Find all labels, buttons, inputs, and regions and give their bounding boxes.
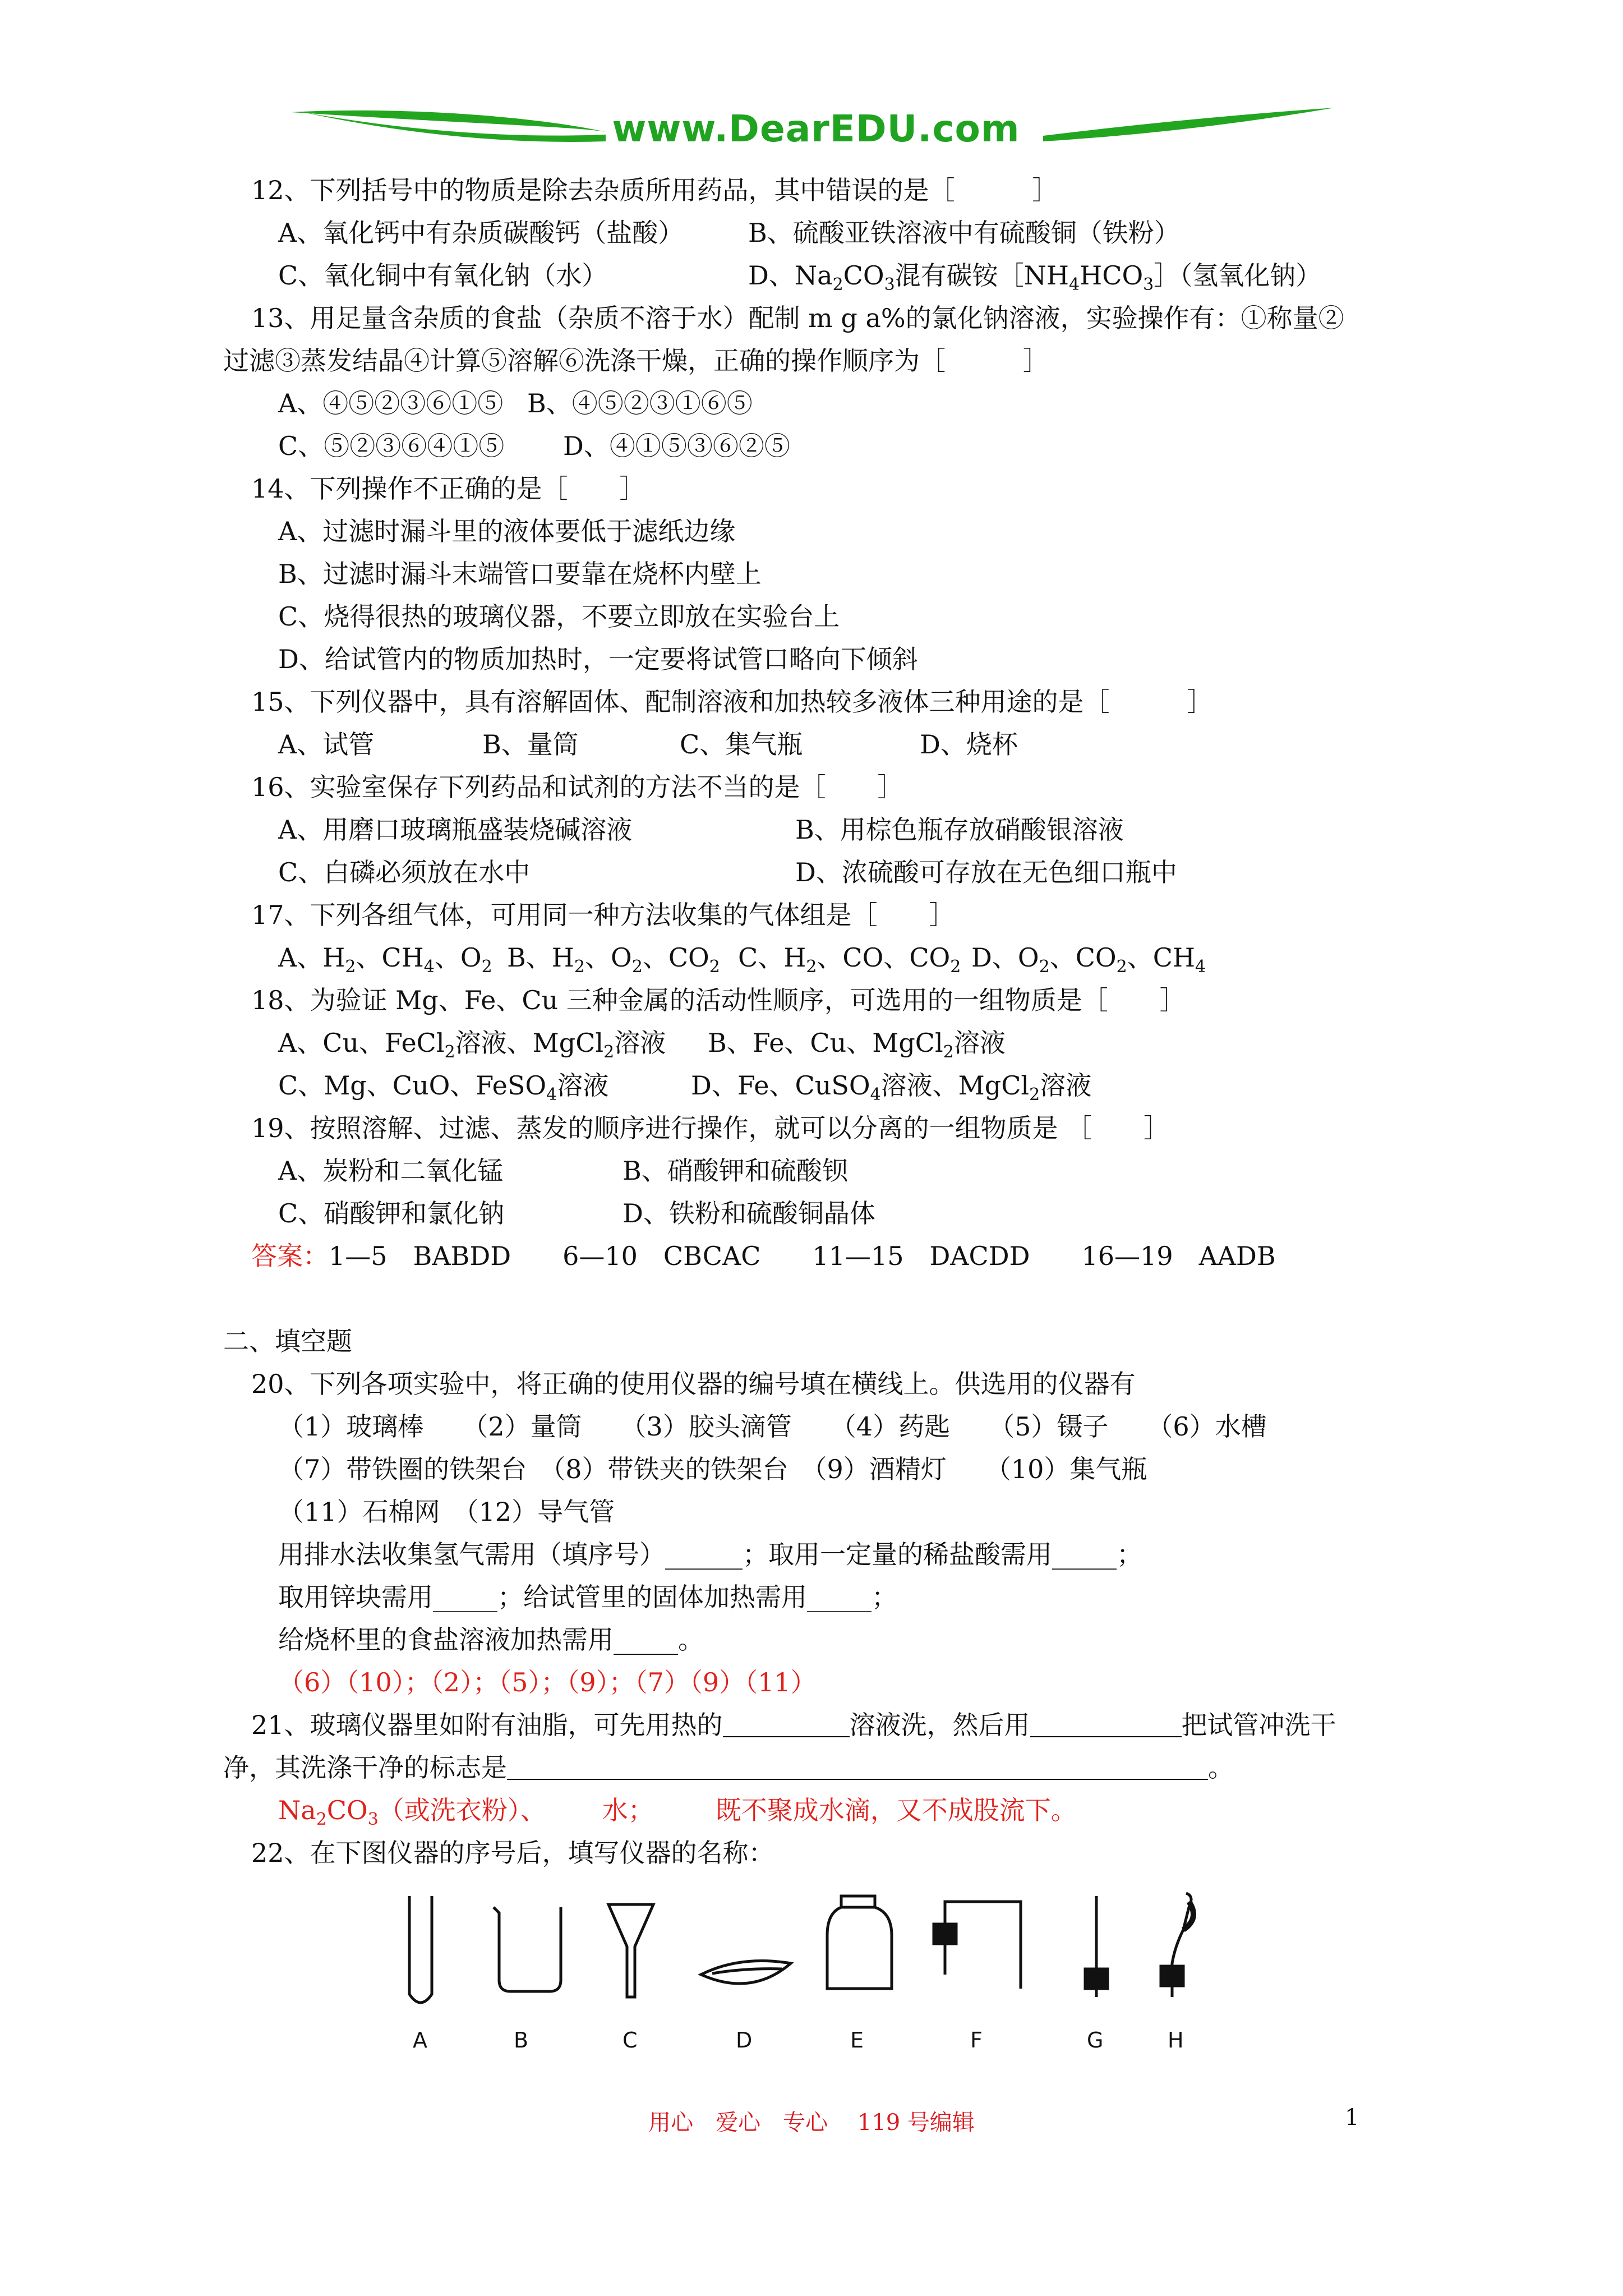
q21-line1: 21、玻璃仪器里如附有油脂，可先用热的 溶液洗，然后用 把试管冲洗干 xyxy=(251,1710,1336,1740)
q13-stem-line2: 过滤③蒸发结晶④计算⑤溶解⑥洗涤干燥，正确的操作顺序为［ ］ xyxy=(223,346,1049,376)
q20-ask-3: 给烧杯里的食盐溶液加热需用_____。 xyxy=(278,1625,704,1655)
q19-option-d: D、铁粉和硫酸铜晶体 xyxy=(623,1198,875,1228)
q17-stem: 17、下列各组气体，可用同一种方法收集的气体组是［ ］ xyxy=(251,900,955,930)
q12-option-a: A、氧化钙中有杂质碳酸钙（盐酸） xyxy=(278,218,684,248)
q16-option-b: B、用棕色瓶存放硝酸银溶液 xyxy=(795,815,1124,845)
label-a: A xyxy=(413,2028,427,2053)
right-swoosh xyxy=(1043,108,1335,141)
q21-answer: $Na_2CO_3$（或洗衣粉）、 水； 既不聚成水滴，又不成股流下。 xyxy=(278,1795,1077,1829)
apparatus-figure xyxy=(381,1885,1256,2025)
q20-instruments-row1: （1）玻璃棒 （2）量筒 （3）胶头滴管 （4）药匙 （5）镊子 （6）水槽 xyxy=(278,1411,1267,1442)
q14-option-a: A、过滤时漏斗里的液体要低于滤纸边缘 xyxy=(278,516,736,546)
q18-stem: 18、为验证 Mg、Fe、Cu 三种金属的活动性顺序，可选用的一组物质是［ ］ xyxy=(251,985,1186,1015)
q20-instruments-row2: （7）带铁圈的铁架台 （8）带铁夹的铁架台 （9）酒精灯 （10）集气瓶 xyxy=(278,1454,1147,1484)
q16-option-d: D、浓硫酸可存放在无色细口瓶中 xyxy=(795,857,1177,887)
label-d: D xyxy=(736,2028,753,2053)
q16-stem: 16、实验室保存下列药品和试剂的方法不当的是［ ］ xyxy=(251,772,903,802)
q12-option-b: B、硫酸亚铁溶液中有硫酸铜（铁粉） xyxy=(748,218,1180,248)
q15-option-d: D、烧杯 xyxy=(920,729,1018,760)
funnel-drawing xyxy=(608,1904,653,1997)
q16-option-a: A、用磨口玻璃瓶盛装烧碱溶液 xyxy=(278,815,633,845)
footer-text: 用心 爱心 专心 119 号编辑 xyxy=(648,2110,975,2136)
q14-option-d: D、给试管内的物质加热时，一定要将试管口略向下倾斜 xyxy=(278,644,918,674)
q12-stem: 12、下列括号中的物质是除去杂质所用药品，其中错误的是［ ］ xyxy=(251,175,1058,205)
left-swoosh xyxy=(292,111,606,132)
label-b: B xyxy=(514,2028,529,2053)
q19-option-c: C、硝酸钾和氯化钠 xyxy=(278,1198,505,1228)
q13-option-a: A、④⑤②③⑥①⑤ xyxy=(278,388,504,418)
gas-bottle-drawing xyxy=(827,1896,892,1989)
q17-option-d: D、$O_2$、$CO_2$、$CH_4$ xyxy=(971,942,1206,977)
test-tube-drawing xyxy=(409,1896,432,2003)
q18-option-c: C、Mg、CuO、FeSO$_4$溶液 xyxy=(278,1070,609,1105)
q21-blank-1 xyxy=(723,1714,850,1737)
q19-option-a: A、炭粉和二氧化锰 xyxy=(278,1156,504,1186)
evaporating-dish-drawing xyxy=(701,1961,791,1984)
q15-option-a: A、试管 xyxy=(278,729,375,760)
q20-answer: （6）（10）；（2）；（5）；（9）；（7）（9）（11） xyxy=(278,1667,817,1697)
label-h: H xyxy=(1168,2028,1184,2053)
q12-option-d: D、$Na_2CO_3$混有碳铵$[NH_4HCO_3]$（氢氧化钠） xyxy=(748,260,1322,295)
q22-stem: 22、在下图仪器的序号后，填写仪器的名称： xyxy=(251,1838,774,1868)
label-g: G xyxy=(1087,2028,1104,2053)
q20-stem: 20、下列各项实验中，将正确的使用仪器的编号填在横线上。供选用的仪器有 xyxy=(251,1369,1136,1399)
q14-option-c: C、烧得很热的玻璃仪器，不要立即放在实验台上 xyxy=(278,601,840,632)
answer-key xyxy=(251,1240,1276,1272)
q14-stem: 14、下列操作不正确的是［ ］ xyxy=(251,473,645,504)
q13-stem-line1: 13、用足量含杂质的食盐（杂质不溶于水）配制 m g a%的氯化钠溶液，实验操作有：①称量② xyxy=(251,303,1344,333)
page-number: 1 xyxy=(1345,2105,1359,2131)
bent-tube-drawing xyxy=(934,1902,1021,1989)
q18-option-a: A、Cu、FeCl$_2$溶液、MgCl$_2$溶液 xyxy=(278,1028,666,1062)
q13-option-d: D、④①⑤③⑥②⑤ xyxy=(563,431,790,461)
label-e: E xyxy=(850,2028,864,2053)
q18-option-b: B、Fe、Cu、MgCl$_2$溶液 xyxy=(708,1028,1006,1062)
q20-ask-1: 用排水法收集氢气需用（填序号）______；取用一定量的稀盐酸需用_____； xyxy=(278,1539,1142,1570)
q15-option-b: B、量筒 xyxy=(482,729,579,760)
q20-instruments-row3: （11）石棉网 （12）导气管 xyxy=(278,1497,615,1527)
q18-option-d: D、Fe、CuSO$_4$溶液、MgCl$_2$溶液 xyxy=(691,1070,1092,1105)
q15-option-c: C、集气瓶 xyxy=(680,729,803,760)
answer-label: 答案： xyxy=(251,1241,329,1271)
q19-stem: 19、按照溶解、过滤、蒸发的顺序进行操作，就可以分离的一组物质是 ［ ］ xyxy=(251,1113,1170,1143)
q13-option-c: C、⑤②③⑥④①⑤ xyxy=(278,431,505,461)
brand-logo: www.DearEDU.com xyxy=(612,107,1020,150)
beaker-drawing xyxy=(494,1907,561,1991)
q17-option-b: B、$H_2$、$O_2$、$CO_2$ xyxy=(507,942,720,977)
q21-blank-3 xyxy=(507,1756,1208,1780)
q16-option-c: C、白磷必须放在水中 xyxy=(278,857,531,887)
q17-option-c: C、$H_2$、CO、$CO_2$ xyxy=(738,942,961,977)
q15-stem: 15、下列仪器中，具有溶解固体、配制溶液和加热较多液体三种用途的是［ ］ xyxy=(251,687,1213,717)
q21-blank-2 xyxy=(1030,1714,1182,1737)
label-f: F xyxy=(970,2028,983,2053)
q13-option-b: B、④⑤②③①⑥⑤ xyxy=(527,388,753,418)
answer-text: 1—5 BABDD 6—10 CBCAC 11—15 DACDD 16—19 AADB xyxy=(329,1241,1276,1271)
dropper-tube-drawing xyxy=(1161,1893,1193,1997)
q17-option-a: A、$H_2$、$CH_4$、$O_2$ xyxy=(278,942,492,977)
label-c: C xyxy=(623,2028,638,2053)
q20-ask-2: 取用锌块需用_____；给试管里的固体加热需用_____； xyxy=(278,1582,897,1612)
section-title: 二、填空题 xyxy=(223,1326,352,1356)
q12-option-c: C、氧化铜中有氧化钠（水） xyxy=(278,260,608,291)
q19-option-b: B、硝酸钾和硫酸钡 xyxy=(623,1156,848,1186)
q21-line2: 净，其洗涤干净的标志是 。 xyxy=(223,1752,1234,1783)
straight-tube-drawing xyxy=(1085,1896,1108,1997)
q14-option-b: B、过滤时漏斗末端管口要靠在烧杯内壁上 xyxy=(278,559,762,589)
